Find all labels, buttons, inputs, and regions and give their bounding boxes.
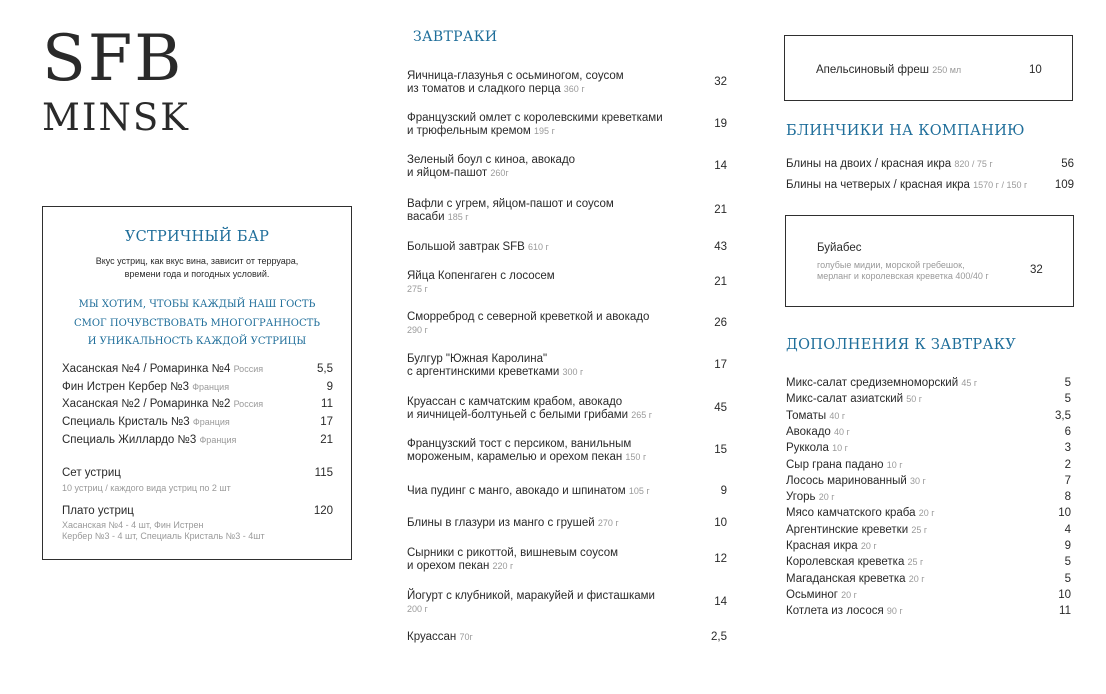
item-name: Микс-салат азиатский (786, 393, 904, 406)
addition-item (786, 588, 1071, 602)
item-name-line: васаби (407, 211, 445, 223)
intro-line: времени года и погодных условий. (124, 269, 270, 279)
oyster-item (62, 381, 333, 393)
item-price: 2 (1064, 458, 1071, 471)
motto-line: И УНИКАЛЬНОСТЬ КАЖДОЙ УСТРИЦЫ (87, 336, 307, 347)
item-price: 11 (1059, 605, 1071, 618)
item-price: 12 (714, 553, 727, 565)
item-weight: 360 г (563, 84, 585, 94)
item-name: Хасанская №2 / Ромаринка №2 (62, 398, 231, 410)
item-origin: Франция (192, 417, 230, 427)
item-price: 21 (714, 276, 727, 288)
addition-item (786, 458, 1071, 472)
item-name: Авокадо (786, 425, 831, 438)
item-price: 32 (714, 76, 727, 88)
brand-city: MINSK (42, 96, 190, 139)
item-weight: 610 г (528, 242, 549, 252)
item-desc: 10 устриц / каждого вида устриц по 2 шт (62, 483, 231, 493)
item-price: 26 (714, 317, 727, 329)
item-price: 43 (714, 241, 727, 253)
oyster-bar-section (42, 206, 352, 560)
desc-line: мерланг и королевская креветка 400/40 г (817, 271, 989, 281)
addition-item (786, 376, 1071, 390)
breakfast-item (407, 241, 727, 254)
item-weight: 10 г (886, 459, 903, 470)
item-price: 120 (313, 505, 333, 517)
item-name-line: Блины в глазури из манго с грушей (407, 517, 595, 529)
item-price: 10 (1029, 64, 1042, 76)
item-name-line: с аргентинскими креветками (407, 366, 560, 378)
item-name-line: Сырники с рикоттой, вишневым соусом (407, 547, 619, 559)
item-name (407, 547, 697, 573)
item-name-line: Круассан с камчатским крабом, авокадо (407, 396, 623, 408)
item-price: 56 (1061, 158, 1074, 170)
breakfast-item (407, 311, 727, 337)
item-price: 9 (720, 485, 727, 497)
item-price: 3,5 (1055, 409, 1071, 422)
item-price: 17 (714, 359, 727, 371)
item-weight: 45 г (961, 378, 978, 388)
item-weight: 105 г (628, 486, 650, 496)
item-price: 45 (714, 402, 727, 414)
item-weight: 90 г (886, 606, 903, 617)
item-weight: 20 г (860, 541, 877, 551)
item-weight: 50 г (906, 394, 923, 405)
item-name: Лосось маринованный (786, 474, 907, 487)
item-name: Осьминог (786, 588, 838, 601)
oyster-item (62, 434, 333, 446)
item-weight: 10 г (832, 443, 848, 454)
additions-title: ДОПОЛНЕНИЯ К ЗАВТРАКУ (786, 337, 1017, 353)
item-weight: 20 г (841, 589, 857, 600)
desc-line: голубые мидии, морской гребешок, (817, 260, 965, 270)
item-name: Магаданская креветка (786, 572, 906, 585)
item-name (407, 241, 697, 254)
item-price: 9 (1064, 540, 1071, 552)
item-name: Красная икра (786, 540, 858, 552)
oyster-bar-intro (63, 255, 331, 281)
item-price: 5,5 (317, 363, 333, 375)
breakfast-item (407, 198, 727, 224)
item-name-line: Вафли с угрем, яйцом-пашот и соусом (407, 198, 614, 210)
item-name-line: Чиа пудинг с манго, авокадо и шпинатом (407, 485, 626, 497)
item-name: Специаль Кристаль №3 (62, 416, 190, 428)
desc-line: Кербер №3 - 4 шт, Специаль Кристаль №3 - 4шт (62, 531, 265, 541)
breakfast-item (407, 590, 727, 616)
item-price: 9 (326, 381, 333, 393)
item-name (407, 590, 697, 616)
item-name: Сет устриц (62, 467, 121, 479)
item-weight: 820 / 75 г (954, 159, 993, 169)
desc-line: Хасанская №4 - 4 шт, Фин Истрен (62, 520, 204, 530)
item-price: 14 (714, 596, 727, 608)
item-name: Плато устриц (62, 505, 134, 517)
item-price: 115 (314, 467, 333, 479)
oyster-plateau (62, 505, 333, 542)
item-name-line: Круассан (407, 631, 457, 643)
item-price: 7 (1064, 474, 1071, 487)
item-name: Блины на двоих / красная икра (786, 158, 952, 170)
item-price: 8 (1064, 491, 1071, 504)
breakfast-title: ЗАВТРАКИ (413, 29, 498, 45)
brand-logo (42, 22, 190, 138)
item-name: Королевская креветка (786, 556, 905, 569)
item-name-line: и трюфельным кремом (407, 125, 531, 137)
item-price: 5 (1064, 377, 1071, 389)
item-origin: Россия (233, 399, 264, 409)
intro-line: Вкус устриц, как вкус вина, зависит от терруара, (95, 256, 299, 266)
item-name (407, 631, 697, 644)
oyster-bar-title: УСТРИЧНЫЙ БАР (124, 229, 270, 245)
item-weight: 150 г (625, 452, 647, 462)
item-name: Сыр грана падано (786, 458, 884, 471)
item-name (407, 112, 697, 138)
item-weight: 25 г (907, 557, 924, 568)
motto-line: МЫ ХОТИМ, ЧТОБЫ КАЖДЫЙ НАШ ГОСТЬ (78, 299, 316, 310)
breakfast-item (407, 485, 727, 498)
addition-item (786, 523, 1071, 537)
oyster-bar-motto (59, 296, 335, 352)
item-name: Аргентинские креветки (786, 523, 909, 536)
item-price: 19 (714, 118, 727, 130)
item-price: 109 (1054, 179, 1074, 191)
item-name-line: из томатов и сладкого перца (407, 83, 561, 95)
breakfast-item (407, 112, 727, 138)
item-price: 5 (1064, 556, 1071, 569)
breakfast-item (407, 517, 727, 530)
breakfast-item (407, 353, 727, 379)
item-name (407, 270, 697, 296)
item-name: Хасанская №4 / Ромаринка №4 (62, 363, 231, 375)
breakfast-item (407, 70, 727, 96)
breakfast-item (407, 396, 727, 422)
item-name-line: Яйца Копенгаген с лососем (407, 270, 555, 282)
item-weight: 20 г (818, 492, 835, 503)
pancake-item (786, 157, 1074, 171)
item-price: 11 (321, 398, 333, 410)
item-weight: 275 г (407, 284, 428, 294)
motto-line: СМОГ ПОЧУВСТВОВАТЬ МНОГОГРАННОСТЬ (73, 317, 321, 329)
addition-item (786, 425, 1071, 439)
item-weight: 20 г (908, 573, 925, 584)
pancake-item (786, 178, 1074, 192)
juice-item (816, 64, 961, 76)
item-price: 10 (1058, 588, 1071, 601)
item-name-line: Большой завтрак SFB (407, 241, 525, 253)
item-desc (62, 520, 333, 542)
item-name-line: Французский тост с персиком, ванильным (407, 438, 632, 450)
item-weight: 200 г (407, 604, 428, 614)
item-origin: Франция (199, 435, 237, 445)
item-price: 6 (1064, 425, 1071, 438)
item-price: 32 (1030, 264, 1043, 276)
item-desc (817, 260, 1027, 282)
item-weight: 185 г (447, 212, 469, 222)
item-origin: Франция (192, 382, 230, 392)
item-price: 5 (1064, 572, 1071, 585)
item-weight: 20 г (918, 508, 935, 519)
item-name: Руккола (786, 442, 829, 455)
item-name-line: и яичницей-болтуньей с белыми грибами (407, 409, 629, 421)
item-price: 14 (714, 160, 727, 172)
pancakes-title: БЛИНЧИКИ НА КОМПАНИЮ (786, 123, 1025, 139)
item-price: 4 (1064, 523, 1071, 536)
item-name (407, 517, 697, 530)
item-name-line: Зеленый боул с киноа, авокадо (407, 154, 576, 166)
item-name: Мясо камчатского краба (786, 507, 916, 520)
item-name (407, 311, 697, 337)
item-weight: 70г (459, 632, 473, 642)
addition-item (786, 474, 1071, 488)
item-name: Специаль Жиллардо №3 (62, 434, 197, 446)
item-price: 15 (714, 444, 727, 456)
addition-item (786, 572, 1071, 586)
item-weight: 25 г (911, 524, 928, 535)
breakfast-item (407, 631, 727, 644)
item-weight: 40 г (829, 410, 846, 421)
item-name-line: и яйцом-пашот (407, 167, 488, 179)
item-weight: 290 г (407, 325, 428, 335)
item-name: Апельсиновый фреш (816, 64, 930, 76)
item-name-line: Сморреброд с северной креветкой и авокадо (407, 311, 650, 323)
addition-item (786, 555, 1071, 569)
addition-item (786, 441, 1071, 455)
breakfast-item (407, 154, 727, 180)
item-name-line: мороженым, карамелью и орехом пекан (407, 451, 623, 463)
item-price: 10 (1058, 507, 1071, 520)
item-weight: 40 г (834, 426, 850, 437)
item-name (407, 438, 697, 464)
item-weight: 260г (490, 168, 509, 178)
breakfast-item (407, 438, 727, 464)
item-name (407, 154, 697, 180)
breakfast-item (407, 547, 727, 573)
item-weight: 270 г (597, 518, 619, 528)
item-name (407, 353, 697, 379)
item-name-line: Булгур "Южная Каролина" (407, 353, 548, 365)
item-price: 5 (1064, 393, 1071, 406)
item-name-line: Яичница-глазунья с осьминогом, соусом (407, 70, 624, 82)
juice-box (784, 35, 1073, 101)
item-name (407, 485, 697, 498)
item-weight: 265 г (631, 410, 653, 420)
addition-item (786, 409, 1071, 423)
item-weight: 220 г (492, 561, 514, 571)
addition-item (786, 392, 1071, 406)
item-name-line: и орехом пекан (407, 560, 490, 572)
item-price: 10 (714, 517, 727, 529)
item-origin: Россия (233, 364, 264, 374)
item-name: Блины на четверых / красная икра (786, 179, 970, 191)
item-name: Микс-салат средиземноморский (786, 377, 959, 389)
oyster-set (62, 467, 333, 494)
item-price: 17 (320, 416, 333, 428)
item-price: 2,5 (711, 631, 727, 643)
addition-item (786, 539, 1071, 553)
item-name-line: Йогурт с клубникой, маракуйей и фисташками (407, 590, 655, 602)
item-name (407, 198, 697, 224)
oyster-item (62, 416, 333, 428)
bouillabaisse-box (785, 215, 1074, 307)
item-weight: 300 г (562, 367, 584, 377)
item-weight: 250 мл (932, 65, 962, 75)
item-name: Котлета из лосося (786, 605, 884, 618)
item-weight: 195 г (534, 126, 555, 136)
breakfast-item (407, 270, 727, 296)
item-name-line: Французский омлет с королевскими креветками (407, 112, 663, 124)
addition-item (786, 490, 1071, 504)
oyster-item (62, 398, 333, 410)
oyster-item (62, 363, 333, 375)
item-weight: 30 г (910, 475, 926, 486)
item-name (407, 70, 697, 96)
item-name: Буйабес (817, 242, 862, 254)
addition-item (786, 604, 1071, 618)
addition-item (786, 506, 1071, 520)
item-price: 21 (320, 434, 333, 446)
item-name: Угорь (786, 491, 816, 504)
item-price: 21 (714, 204, 727, 216)
item-name (407, 396, 697, 422)
item-name: Фин Истрен Кербер №3 (62, 381, 189, 393)
brand-name: SFB (42, 22, 184, 96)
item-weight: 1570 г / 150 г (973, 180, 1028, 190)
item-price: 3 (1064, 442, 1071, 455)
item-name: Томаты (786, 409, 827, 422)
